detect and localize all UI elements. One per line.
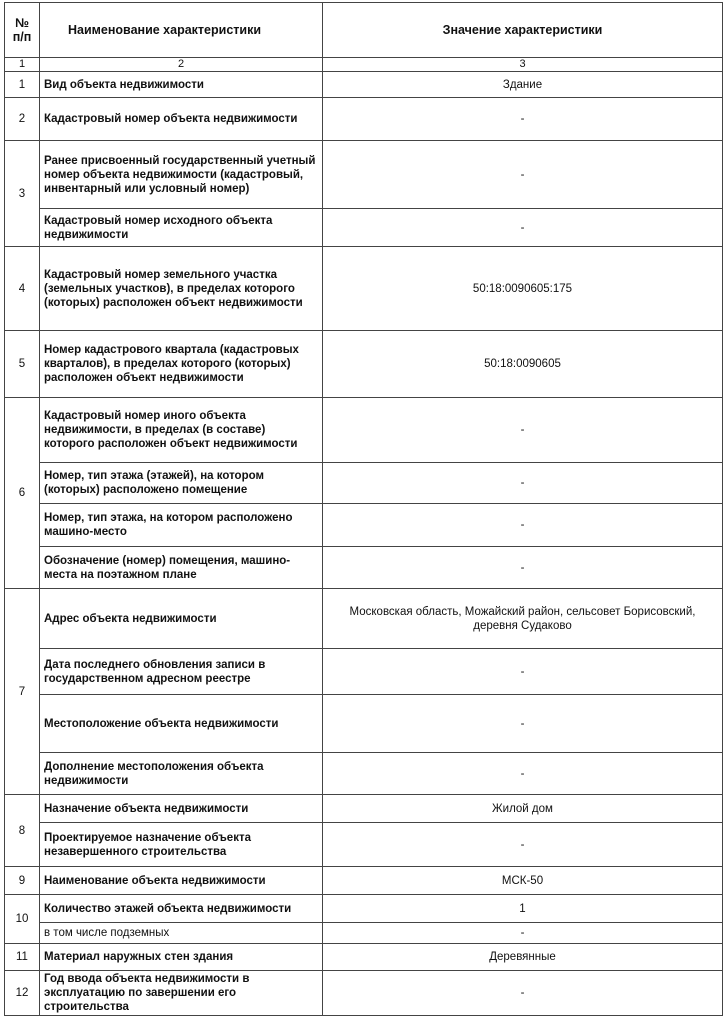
row-number: 6 xyxy=(5,398,40,589)
row-label: Количество этажей объекта недвижимости xyxy=(40,895,323,923)
table-row xyxy=(5,547,723,589)
table-row xyxy=(5,753,723,795)
row-label: Местоположение объекта недвижимости xyxy=(40,695,323,753)
row-value: Жилой дом xyxy=(323,795,723,823)
row-value: 1 xyxy=(323,895,723,923)
row-number: 7 xyxy=(5,589,40,795)
row-value: 50:18:0090605:175 xyxy=(323,247,723,331)
table-row xyxy=(5,823,723,867)
table-header xyxy=(5,3,723,58)
row-number: 4 xyxy=(5,247,40,331)
row-label: в том числе подземных xyxy=(40,923,323,944)
row-value: - xyxy=(323,823,723,867)
table-row xyxy=(5,463,723,504)
index-cell: 1 xyxy=(5,58,40,72)
row-label: Ранее присвоенный государственный учетный номер объекта недвижимости (кадастровый, инвентарный или условный номер) xyxy=(40,141,323,209)
table-row xyxy=(5,72,723,98)
table-row xyxy=(5,98,723,141)
row-number: 9 xyxy=(5,867,40,895)
table-row xyxy=(5,944,723,971)
table-row xyxy=(5,247,723,331)
table-row xyxy=(5,209,723,247)
row-number: 1 xyxy=(5,72,40,98)
row-number: 8 xyxy=(5,795,40,867)
row-label: Адрес объекта недвижимости xyxy=(40,589,323,649)
row-label: Дата последнего обновления записи в государственном адресном реестре xyxy=(40,649,323,695)
row-value: - xyxy=(323,141,723,209)
table-row xyxy=(5,795,723,823)
row-value: Здание xyxy=(323,72,723,98)
row-number: 5 xyxy=(5,331,40,398)
row-value: Деревянные xyxy=(323,944,723,971)
table-row xyxy=(5,504,723,547)
index-cell: 3 xyxy=(323,58,723,72)
row-label: Номер кадастрового квартала (кадастровых кварталов), в пределах которого (которых) расположен объект недвижимости xyxy=(40,331,323,398)
table-row xyxy=(5,695,723,753)
row-number: 12 xyxy=(5,971,40,1016)
row-value: - xyxy=(323,398,723,463)
row-value: - xyxy=(323,98,723,141)
row-label: Материал наружных стен здания xyxy=(40,944,323,971)
table-row xyxy=(5,895,723,923)
row-label: Наименование объекта недвижимости xyxy=(40,867,323,895)
row-value: - xyxy=(323,547,723,589)
table-row xyxy=(5,867,723,895)
row-number: 3 xyxy=(5,141,40,247)
row-label: Вид объекта недвижимости xyxy=(40,72,323,98)
row-value: 50:18:0090605 xyxy=(323,331,723,398)
row-label: Номер, тип этажа, на котором расположено машино-место xyxy=(40,504,323,547)
characteristics-table xyxy=(4,2,723,1016)
row-value: - xyxy=(323,753,723,795)
row-label: Назначение объекта недвижимости xyxy=(40,795,323,823)
header-name: Наименование характеристики xyxy=(40,3,323,58)
row-value: - xyxy=(323,971,723,1016)
header-num: № п/п xyxy=(5,3,40,58)
row-label: Кадастровый номер исходного объекта недвижимости xyxy=(40,209,323,247)
table-row xyxy=(5,923,723,944)
row-number: 10 xyxy=(5,895,40,944)
row-label: Кадастровый номер объекта недвижимости xyxy=(40,98,323,141)
row-value: - xyxy=(323,209,723,247)
row-label: Обозначение (номер) помещения, машино-места на поэтажном плане xyxy=(40,547,323,589)
row-label: Номер, тип этажа (этажей), на котором (которых) расположено помещение xyxy=(40,463,323,504)
table-row xyxy=(5,589,723,649)
table-row xyxy=(5,398,723,463)
row-value: Московская область, Можайский район, сельсовет Борисовский, деревня Судаково xyxy=(323,589,723,649)
table-row xyxy=(5,649,723,695)
row-number: 2 xyxy=(5,98,40,141)
header-value: Значение характеристики xyxy=(323,3,723,58)
row-value: МСК-50 xyxy=(323,867,723,895)
row-number: 11 xyxy=(5,944,40,971)
row-label: Год ввода объекта недвижимости в эксплуатацию по завершении его строительства xyxy=(40,971,323,1016)
row-value: - xyxy=(323,504,723,547)
index-row xyxy=(5,58,723,72)
table-row xyxy=(5,331,723,398)
row-label: Дополнение местоположения объекта недвижимости xyxy=(40,753,323,795)
table-row xyxy=(5,141,723,209)
row-value: - xyxy=(323,923,723,944)
index-cell: 2 xyxy=(40,58,323,72)
table-row xyxy=(5,971,723,1016)
row-label: Кадастровый номер иного объекта недвижимости, в пределах (в составе) которого расположен объект недвижимости xyxy=(40,398,323,463)
row-value: - xyxy=(323,695,723,753)
row-value: - xyxy=(323,463,723,504)
row-value: - xyxy=(323,649,723,695)
row-label: Кадастровый номер земельного участка (земельных участков), в пределах которого (которых) расположен объект недвижимости xyxy=(40,247,323,331)
row-label: Проектируемое назначение объекта незавершенного строительства xyxy=(40,823,323,867)
